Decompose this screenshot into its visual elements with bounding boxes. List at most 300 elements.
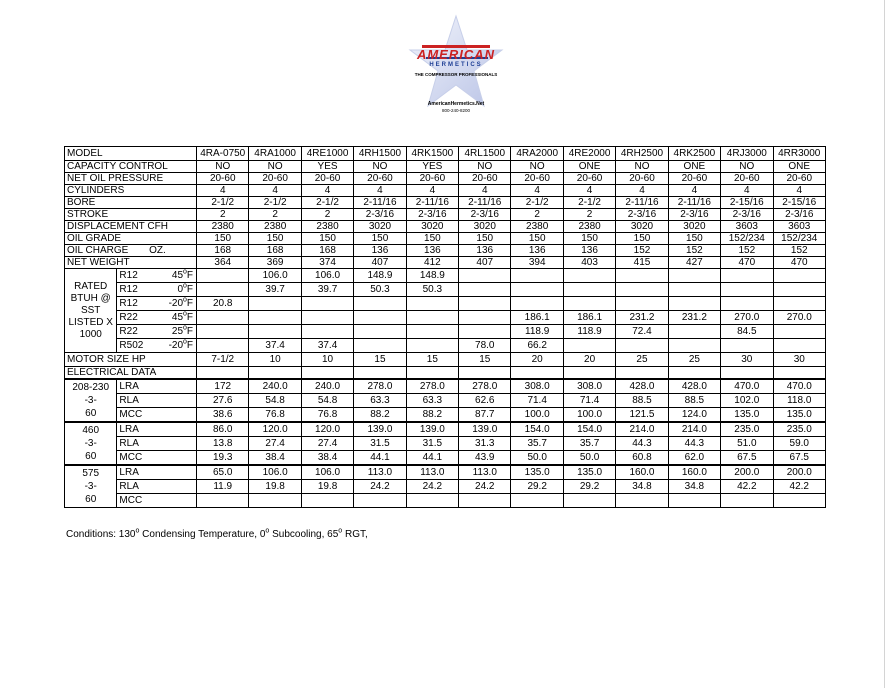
table-cell: 154.0 [563,422,615,437]
table-cell: 308.0 [563,379,615,394]
table-cell: 364 [197,257,249,269]
table-cell: 2380 [563,221,615,233]
electrical-label: MCC [117,451,197,466]
table-cell: 19.8 [301,480,353,494]
table-cell: 20-60 [197,173,249,185]
table-row [65,451,826,466]
table-cell [511,269,563,283]
table-cell: 135.0 [563,465,615,480]
table-cell [668,325,720,339]
table-cell: 35.7 [563,437,615,451]
table-cell: 150 [197,233,249,245]
table-cell: 470 [721,257,773,269]
table-cell: 72.4 [616,325,668,339]
table-cell: 20 [511,353,563,367]
table-cell: 100.0 [563,408,615,423]
table-cell: 152 [773,245,826,257]
table-cell: 2-15/16 [721,197,773,209]
table-cell: NO [511,161,563,173]
table-cell: 38.4 [301,451,353,466]
row-label [65,185,197,197]
table-cell [773,325,826,339]
table-cell: 2380 [249,221,301,233]
table-cell: ONE [563,161,615,173]
table-cell [406,311,458,325]
refrigerant-temp-group [169,340,195,351]
table-cell: 4RK2500 [668,147,720,161]
refrigerant-temp-group [172,312,195,323]
table-cell: 76.8 [301,408,353,423]
table-cell [616,367,668,380]
table-cell [249,494,301,508]
table-cell: 62.0 [668,451,720,466]
table-cell: 4 [668,185,720,197]
table-cell: 407 [459,257,511,269]
table-cell: 139.0 [354,422,406,437]
table-cell: 168 [197,245,249,257]
table-cell: 4 [773,185,826,197]
conditions-part2: Condensing Temperature, 0 [139,529,266,540]
degree-mark: o [265,527,270,535]
table-cell: 88.2 [354,408,406,423]
refrigerant-label [117,339,197,353]
conditions-part4: RGT, [342,529,368,540]
table-cell: 118.9 [563,325,615,339]
table-cell: 31.3 [459,437,511,451]
table-cell: 4RE1000 [301,147,353,161]
table-cell: 150 [249,233,301,245]
table-cell: 20-60 [721,173,773,185]
rated-label-line: RATED [74,280,108,292]
table-cell [197,311,249,325]
table-cell: 4 [249,185,301,197]
refrigerant-temp-group [177,284,195,295]
temp-unit: F [186,284,194,295]
rated-label-line: SST [80,304,101,316]
table-row [65,422,826,437]
table-cell: 4RR3000 [773,147,826,161]
voltage-line: 60 [85,494,97,505]
table-cell [197,494,249,508]
table-row [65,379,826,394]
table-cell: 15 [354,353,406,367]
table-cell [459,269,511,283]
table-cell: 214.0 [668,422,720,437]
table-cell: 54.8 [249,394,301,408]
table-cell: 25 [668,353,720,367]
table-cell [249,311,301,325]
refrigerant-temp-group [169,298,195,309]
table-cell: 19.3 [197,451,249,466]
table-cell: 4 [616,185,668,197]
table-cell [668,339,720,353]
table-cell [721,269,773,283]
table-cell: 4RA1000 [249,147,301,161]
table-cell [354,494,406,508]
table-cell [301,367,353,380]
table-cell: 2 [563,209,615,221]
temp-unit: F [186,270,194,281]
row-label [65,173,197,185]
table-cell: 2-11/16 [459,197,511,209]
table-cell: 2-11/16 [406,197,458,209]
table-cell: 172 [197,379,249,394]
logo-brand: AMERICAN [416,47,496,62]
table-cell: 2-3/16 [616,209,668,221]
table-cell: 2-1/2 [249,197,301,209]
table-cell [773,269,826,283]
electrical-label: LRA [117,422,197,437]
table-cell: 19.8 [249,480,301,494]
table-cell: 160.0 [616,465,668,480]
table-cell: 2 [249,209,301,221]
table-cell [406,297,458,311]
table-cell: 4 [511,185,563,197]
refrigerant-label [117,283,197,297]
table-cell: 54.8 [301,394,353,408]
voltage-line: 60 [85,408,97,419]
table-cell [459,297,511,311]
table-cell: 20-60 [301,173,353,185]
table-row [65,339,826,353]
table-cell: 4 [406,185,458,197]
logo-subtitle: HERMETICS [429,62,483,68]
refrigerant-temp: 45 [171,270,184,281]
table-cell [721,494,773,508]
table-cell: 470.0 [721,379,773,394]
table-cell [197,325,249,339]
row-label-text: STROKE [67,209,109,220]
table-cell: 168 [249,245,301,257]
table-cell [406,494,458,508]
table-cell [511,367,563,380]
table-cell: 148.9 [406,269,458,283]
table-cell: 65.0 [197,465,249,480]
table-cell [721,339,773,353]
table-cell: NO [197,161,249,173]
refrigerant-temp: 45 [171,312,184,323]
table-cell: 470.0 [773,379,826,394]
table-cell [249,325,301,339]
table-cell: 231.2 [616,311,668,325]
refrigerant-temp-group [172,270,195,281]
table-cell [668,494,720,508]
table-cell: 51.0 [721,437,773,451]
table-cell: 87.7 [459,408,511,423]
table-row [65,209,826,221]
row-label [65,233,197,245]
table-cell: 78.0 [459,339,511,353]
table-cell [563,297,615,311]
table-cell: 42.2 [773,480,826,494]
table-cell [354,297,406,311]
table-cell: 278.0 [459,379,511,394]
table-cell: 88.5 [668,394,720,408]
table-cell: 135.0 [721,408,773,423]
table-header-row [65,147,826,161]
table-cell: 135.0 [511,465,563,480]
table-cell: 44.1 [406,451,458,466]
refrigerant-name: R12 [119,284,138,295]
row-label-text: NET WEIGHT [67,257,130,268]
table-cell: 186.1 [511,311,563,325]
table-cell: 4 [459,185,511,197]
table-cell [668,367,720,380]
table-cell: 136 [459,245,511,257]
table-cell [616,283,668,297]
table-cell [459,283,511,297]
voltage-group-label [65,422,117,465]
table-cell: 2 [301,209,353,221]
table-cell: 136 [406,245,458,257]
voltage-line: -3- [84,438,97,449]
temp-unit: F [186,298,194,309]
table-cell [406,339,458,353]
company-logo [404,14,508,118]
table-cell [197,367,249,380]
table-cell: 412 [406,257,458,269]
table-cell: 2380 [301,221,353,233]
table-cell [301,325,353,339]
table-cell: 2-3/16 [459,209,511,221]
degree-mark: o [183,324,187,332]
table-cell [616,269,668,283]
table-cell: 62.6 [459,394,511,408]
table-cell: 20-60 [773,173,826,185]
table-cell: 67.5 [721,451,773,466]
table-cell: 120.0 [301,422,353,437]
table-row [65,367,826,380]
conditions-part3: Subcooling, 65 [269,529,339,540]
table-row [65,197,826,209]
table-cell: 44.3 [616,437,668,451]
table-cell: 428.0 [668,379,720,394]
table-cell: 150 [301,233,353,245]
table-cell: ONE [773,161,826,173]
table-cell: 124.0 [668,408,720,423]
table-cell: 20-60 [459,173,511,185]
row-label-unit: OZ. [149,245,166,256]
row-label-text: OIL GRADE [67,233,122,244]
table-cell: 4 [354,185,406,197]
table-cell: 150 [668,233,720,245]
degree-mark: o [183,338,187,346]
table-cell: 4 [563,185,615,197]
table-cell [354,311,406,325]
table-cell: 2380 [197,221,249,233]
table-cell [721,297,773,311]
table-cell: 38.4 [249,451,301,466]
table-cell [301,311,353,325]
table-cell: 2-1/2 [197,197,249,209]
table-cell: 7-1/2 [197,353,249,367]
table-cell [721,283,773,297]
table-cell: 30 [721,353,773,367]
table-cell: 2-1/2 [563,197,615,209]
table-cell: 118.9 [511,325,563,339]
table-cell [616,339,668,353]
table-cell: 403 [563,257,615,269]
table-cell [511,283,563,297]
refrigerant-label [117,311,197,325]
table-cell: 4 [197,185,249,197]
refrigerant-temp: 0 [177,284,184,295]
table-cell: 2-15/16 [773,197,826,209]
temp-unit: F [186,340,194,351]
table-cell: 4RH1500 [354,147,406,161]
table-cell [616,494,668,508]
table-row [65,325,826,339]
temp-unit: F [186,326,194,337]
table-cell: 2-1/2 [301,197,353,209]
table-cell: 15 [459,353,511,367]
table-cell: 2380 [511,221,563,233]
table-cell [668,269,720,283]
table-cell: YES [301,161,353,173]
table-cell [406,325,458,339]
refrigerant-temp: -20 [168,298,184,309]
table-cell: 154.0 [511,422,563,437]
logo-url: AmericanHermetics.Net [427,101,485,107]
table-cell: 415 [616,257,668,269]
table-cell: 121.5 [616,408,668,423]
voltage-line: -3- [84,481,97,492]
table-cell: 63.3 [406,394,458,408]
table-cell: 270.0 [773,311,826,325]
table-cell [459,494,511,508]
table-cell: 139.0 [459,422,511,437]
refrigerant-label [117,297,197,311]
table-cell: 88.5 [616,394,668,408]
refrigerant-name: R22 [119,312,138,323]
table-cell: 4RJ3000 [721,147,773,161]
table-cell [354,325,406,339]
conditions-note [66,529,368,540]
table-cell: 113.0 [406,465,458,480]
table-cell: 4RA-0750 [197,147,249,161]
table-cell: 113.0 [354,465,406,480]
table-cell [616,297,668,311]
table-row [65,185,826,197]
table-cell: 13.8 [197,437,249,451]
rated-label-line: LISTED X [68,316,113,328]
row-label: ELECTRICAL DATA [65,367,197,380]
table-cell: 71.4 [511,394,563,408]
table-cell: 71.4 [563,394,615,408]
table-cell: 29.2 [563,480,615,494]
table-cell: 31.5 [406,437,458,451]
electrical-label: MCC [117,494,197,508]
degree-mark: o [183,310,187,318]
table-cell: 3603 [773,221,826,233]
table-cell: NO [249,161,301,173]
table-cell: 37.4 [249,339,301,353]
table-cell: 136 [563,245,615,257]
table-cell: 30 [773,353,826,367]
table-row [65,311,826,325]
table-cell: 59.0 [773,437,826,451]
degree-mark: o [183,282,187,290]
table-cell: 38.6 [197,408,249,423]
table-cell: 470 [773,257,826,269]
table-cell: 150 [511,233,563,245]
table-row [65,245,826,257]
voltage-line: 460 [82,425,100,436]
table-cell: 135.0 [773,408,826,423]
row-label [65,197,197,209]
table-cell: 15 [406,353,458,367]
table-cell: 4RK1500 [406,147,458,161]
table-cell [354,367,406,380]
table-row [65,437,826,451]
table-cell: 43.9 [459,451,511,466]
table-cell [406,367,458,380]
table-cell: 60.8 [616,451,668,466]
table-cell [197,283,249,297]
table-cell: 150 [406,233,458,245]
row-label [65,161,197,173]
refrigerant-label [117,325,197,339]
voltage-group-label [65,465,117,508]
electrical-label: RLA [117,437,197,451]
table-cell: 2-11/16 [668,197,720,209]
table-cell: 139.0 [406,422,458,437]
table-cell: 10 [301,353,353,367]
refrigerant-temp-group [172,326,195,337]
table-cell: 20-60 [249,173,301,185]
table-cell: 88.2 [406,408,458,423]
table-cell: 120.0 [249,422,301,437]
table-cell: 106.0 [301,465,353,480]
table-cell: 84.5 [721,325,773,339]
logo-phone: 800-240-8200 [441,108,471,113]
table-row [65,173,826,185]
row-label: MODEL [65,147,197,161]
table-cell: 2-11/16 [354,197,406,209]
table-cell: 4RE2000 [563,147,615,161]
table-cell: YES [406,161,458,173]
table-cell: 200.0 [773,465,826,480]
table-cell [773,297,826,311]
table-cell: 102.0 [721,394,773,408]
degree-mark: o [135,527,140,535]
degree-mark: o [183,268,187,276]
table-row [65,257,826,269]
table-cell [668,297,720,311]
conditions-prefix: Conditions: 130 [66,529,136,540]
table-cell [354,339,406,353]
table-cell: 369 [249,257,301,269]
table-cell: 31.5 [354,437,406,451]
table-cell [773,339,826,353]
voltage-group-label [65,379,117,422]
table-cell: 308.0 [511,379,563,394]
row-label-text: CYLINDERS [67,185,125,196]
table-cell: 113.0 [459,465,511,480]
table-cell: 4RA2000 [511,147,563,161]
table-cell: 25 [616,353,668,367]
table-cell: 27.6 [197,394,249,408]
degree-mark: o [338,527,343,535]
refrigerant-name: R502 [119,340,144,351]
table-cell: 37.4 [301,339,353,353]
table-cell: 100.0 [511,408,563,423]
table-cell: 27.4 [249,437,301,451]
table-row [65,233,826,245]
electrical-label: LRA [117,379,197,394]
table-cell: 240.0 [249,379,301,394]
row-label [65,221,197,233]
